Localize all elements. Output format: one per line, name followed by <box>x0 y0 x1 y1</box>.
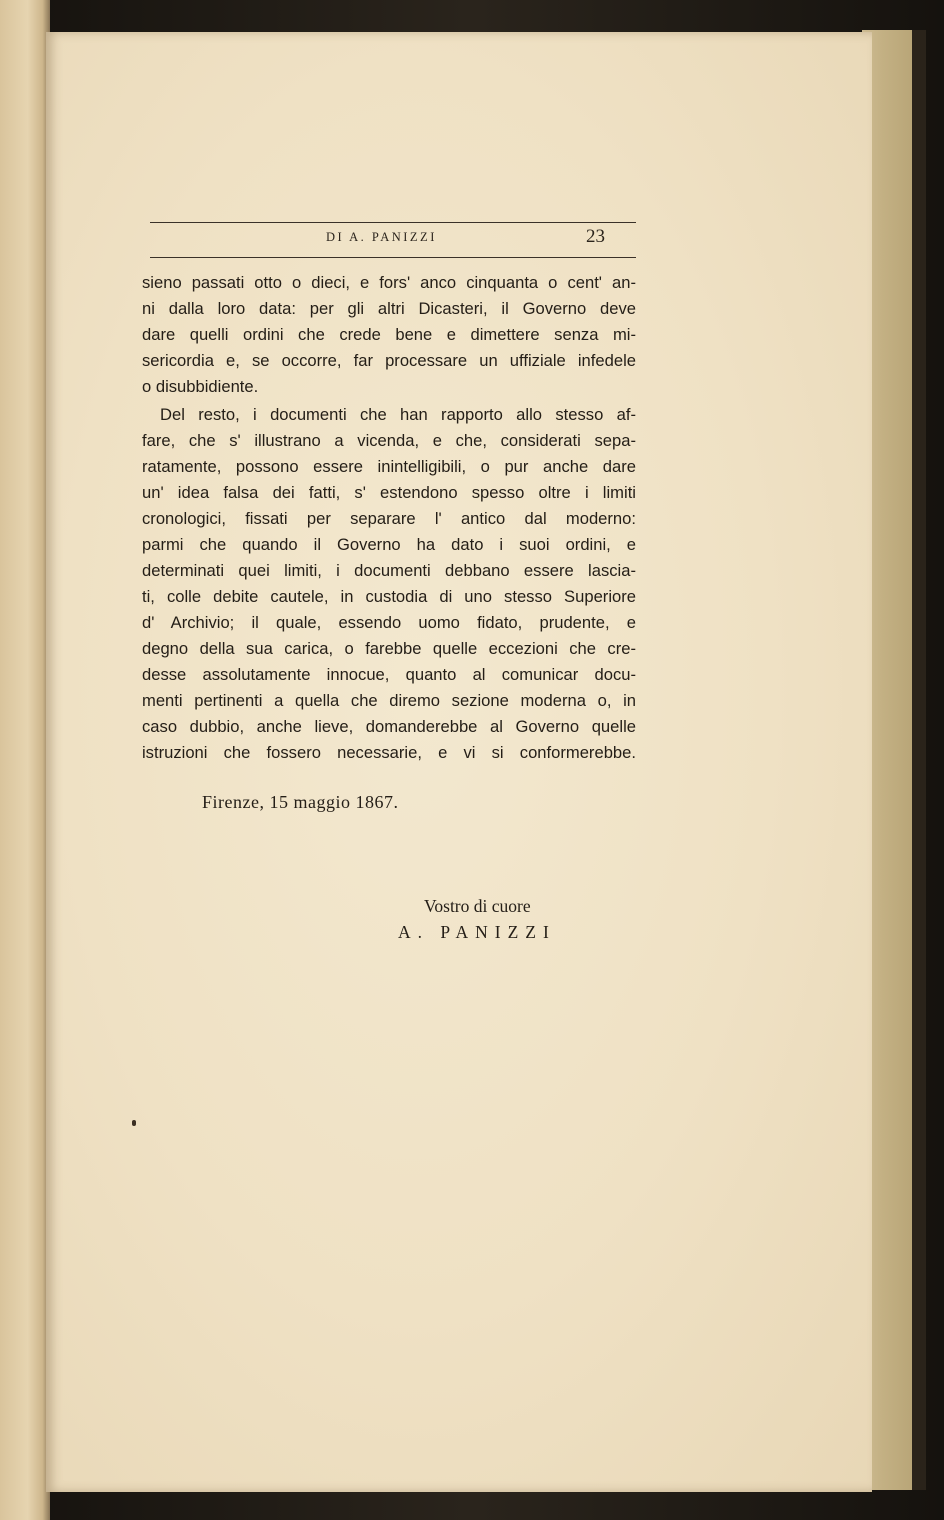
ink-speck <box>132 1120 136 1126</box>
book-page <box>46 32 872 1492</box>
text-line: degno della sua carica, o farebbe quelle eccezioni che cre- <box>142 639 636 658</box>
body-text <box>142 270 636 766</box>
text-line: dare quelli ordini che crede bene e dimettere senza mi- <box>142 325 636 344</box>
text-line: determinati quei limiti, i documenti debbano essere lascia- <box>142 561 636 580</box>
text-line: menti pertinenti a quella che diremo sezione moderna o, in <box>142 691 636 710</box>
text-line: ni dalla loro data: per gli altri Dicasteri, il Governo deve <box>142 299 636 318</box>
text-line: o disubbidiente. <box>142 377 259 396</box>
text-line: fare, che s' illustrano a vicenda, e che, considerati sepa- <box>142 431 636 450</box>
text-line: ratamente, possono essere inintelligibili, o pur anche dare <box>142 457 636 476</box>
signature: A. PANIZZI <box>398 922 556 942</box>
text-line: un' idea falsa dei fatti, s' estendono spesso oltre i limiti <box>142 483 636 502</box>
previous-page-edge <box>0 0 50 1520</box>
text-line: caso dubbio, anche lieve, domanderebbe al Governo quelle <box>142 717 636 736</box>
header-rule-bottom <box>150 257 636 258</box>
text-line: sericordia e, se occorre, far processare un uffiziale infedele <box>142 351 636 370</box>
text-line: parmi che quando il Governo ha dato i suoi ordini, e <box>142 535 636 554</box>
text-line: istruzioni che fossero necessarie, e vi si conformerebbe. <box>142 743 636 762</box>
text-line: Del resto, i documenti che han rapporto allo stesso af- <box>160 405 636 424</box>
closing-salutation: Vostro di cuore <box>424 896 531 916</box>
page-number: 23 <box>586 226 605 247</box>
scan-border <box>912 30 926 1490</box>
header-rule-top <box>150 222 636 223</box>
text-line: ti, colle debite cautele, in custodia di uno stesso Superiore <box>142 587 636 606</box>
dateline: Firenze, 15 maggio 1867. <box>202 792 399 812</box>
text-line: cronologici, fissati per separare l' antico dal moderno: <box>142 509 636 528</box>
running-title: DI A. PANIZZI <box>326 230 437 244</box>
text-line: d' Archivio; il quale, essendo uomo fidato, prudente, e <box>142 613 636 632</box>
text-line: desse assolutamente innocue, quanto al comunicar docu- <box>142 665 636 684</box>
text-line: sieno passati otto o dieci, e fors' anco cinquanta o cent' an- <box>142 273 636 292</box>
